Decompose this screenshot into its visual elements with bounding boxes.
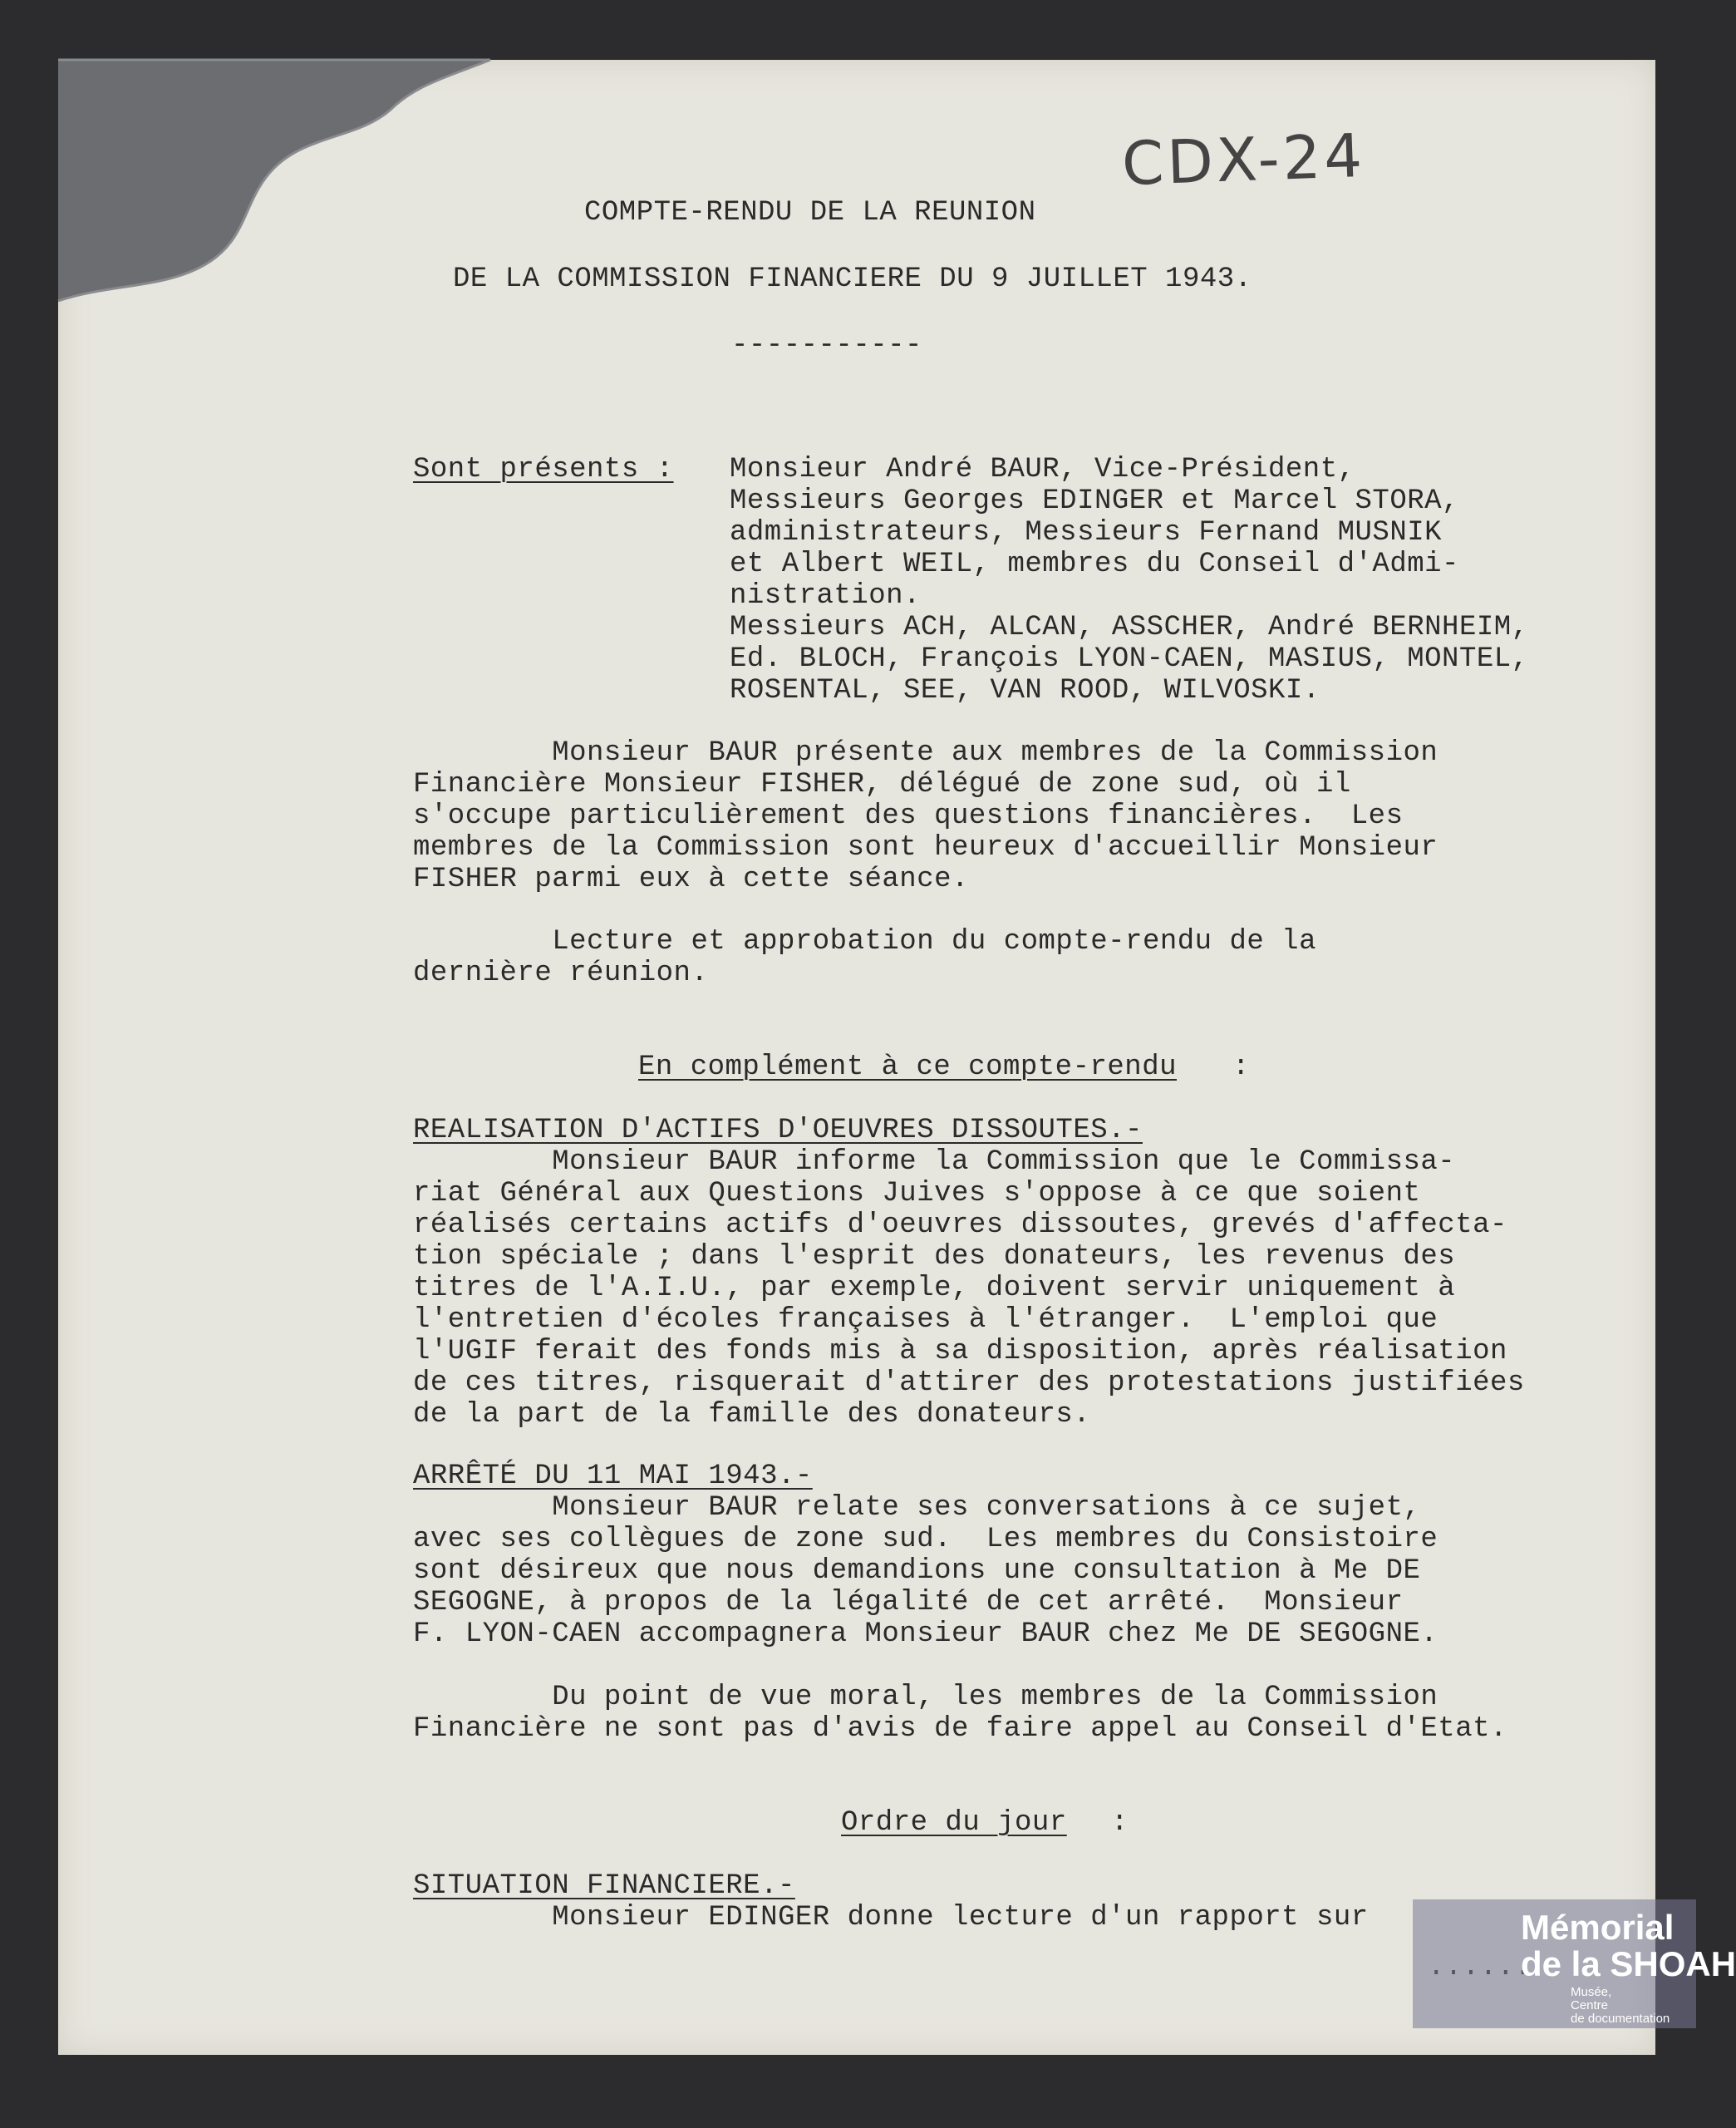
paragraph-line: avec ses collègues de zone sud. Les membres du Consistoire	[413, 1524, 1438, 1555]
paragraph-line: de ces titres, risquerait d'attirer des protestations justifiées	[413, 1367, 1525, 1399]
paragraph-line: l'entretien d'écoles françaises à l'étranger. L'emploi que	[413, 1304, 1438, 1336]
paragraph-line: titres de l'A.I.U., par exemple, doivent servir uniquement à	[413, 1273, 1456, 1304]
logo-line: Musée,	[1571, 1985, 1612, 1999]
paragraph-line: Monsieur EDINGER donne lecture d'un rapport sur	[413, 1902, 1369, 1933]
logo-line: de la SHOAH	[1521, 1944, 1736, 1983]
paragraph-line: SEGOGNE, à propos de la légalité de cet arrêté. Monsieur	[413, 1587, 1404, 1618]
ordre-colon: :	[1111, 1807, 1129, 1839]
section-heading-arrete: ARRÊTÉ DU 11 MAI 1943.-	[413, 1461, 813, 1492]
paragraph-line: réalisés certains actifs d'oeuvres dissoutes, grevés d'affecta-	[413, 1209, 1507, 1241]
ordre-heading: Ordre du jour	[841, 1807, 1067, 1839]
paragraph-line: sont désireux que nous demandions une consultation à Me DE	[413, 1555, 1421, 1587]
presents-line: et Albert WEIL, membres du Conseil d'Admi-	[730, 549, 1459, 580]
paragraph-line: membres de la Commission sont heureux d'accueillir Monsieur	[413, 832, 1438, 864]
logo-line: Centre	[1571, 1998, 1609, 2012]
paragraph-line: Financière ne sont pas d'avis de faire appel au Conseil d'Etat.	[413, 1713, 1507, 1745]
paragraph-line: de la part de la famille des donateurs.	[413, 1399, 1091, 1431]
section-heading-situation: SITUATION FINANCIERE.-	[413, 1870, 795, 1902]
presents-label: Sont présents :	[413, 454, 674, 485]
title-line-1: COMPTE-RENDU DE LA REUNION	[584, 197, 1036, 229]
paragraph-line: dernière réunion.	[413, 958, 709, 989]
complement-heading: En complément à ce compte-rendu	[638, 1052, 1178, 1083]
logo-line: Mémorial	[1521, 1908, 1675, 1947]
title-separator: -----------	[731, 330, 922, 362]
paragraph-line: FISHER parmi eux à cette séance.	[413, 864, 969, 895]
title-line-2: DE LA COMMISSION FINANCIERE DU 9 JUILLET 1943.	[453, 264, 1252, 295]
paragraph-line: l'UGIF ferait des fonds mis à sa disposition, après réalisation	[413, 1336, 1507, 1367]
presents-line: Monsieur André BAUR, Vice-Président,	[730, 454, 1355, 485]
memorial-shoah-logo	[1413, 1899, 1736, 2028]
paragraph-line: Monsieur BAUR relate ses conversations à ce sujet,	[413, 1492, 1421, 1524]
paragraph-line: Du point de vue moral, les membres de la Commission	[413, 1682, 1438, 1713]
presents-line: administrateurs, Messieurs Fernand MUSNIK	[730, 517, 1443, 549]
paragraph-line: Monsieur BAUR informe la Commission que le Commissa-	[413, 1146, 1456, 1178]
torn-corner	[58, 60, 490, 301]
logo-line: de documentation	[1571, 2012, 1670, 2026]
presents-line: ROSENTAL, SEE, VAN ROOD, WILVOSKI.	[730, 675, 1320, 707]
presents-line: Messieurs Georges EDINGER et Marcel STORA,	[730, 485, 1459, 517]
paragraph-line: riat Général aux Questions Juives s'oppose à ce que soient	[413, 1178, 1421, 1209]
paragraph-line: tion spéciale ; dans l'esprit des donateurs, les revenus des	[413, 1241, 1456, 1273]
paragraph-line: Lecture et approbation du compte-rendu de la	[413, 926, 1316, 958]
presents-line: nistration.	[730, 580, 921, 612]
paragraph-line: F. LYON-CAEN accompagnera Monsieur BAUR chez Me DE SEGOGNE.	[413, 1618, 1438, 1650]
paragraph-line: Financière Monsieur FISHER, délégué de zone sud, où il	[413, 769, 1351, 800]
paragraph-line: Monsieur BAUR présente aux membres de la Commission	[413, 737, 1438, 769]
presents-line: Messieurs ACH, ALCAN, ASSCHER, André BERNHEIM,	[730, 612, 1529, 643]
presents-line: Ed. BLOCH, François LYON-CAEN, MASIUS, MONTEL,	[730, 643, 1529, 675]
handwritten-reference: CDX-24	[1120, 120, 1367, 200]
paragraph-line: s'occupe particulièrement des questions financières. Les	[413, 800, 1404, 832]
section-heading-actifs: REALISATION D'ACTIFS D'OEUVRES DISSOUTES.-	[413, 1115, 1143, 1146]
complement-colon: :	[1232, 1052, 1250, 1083]
